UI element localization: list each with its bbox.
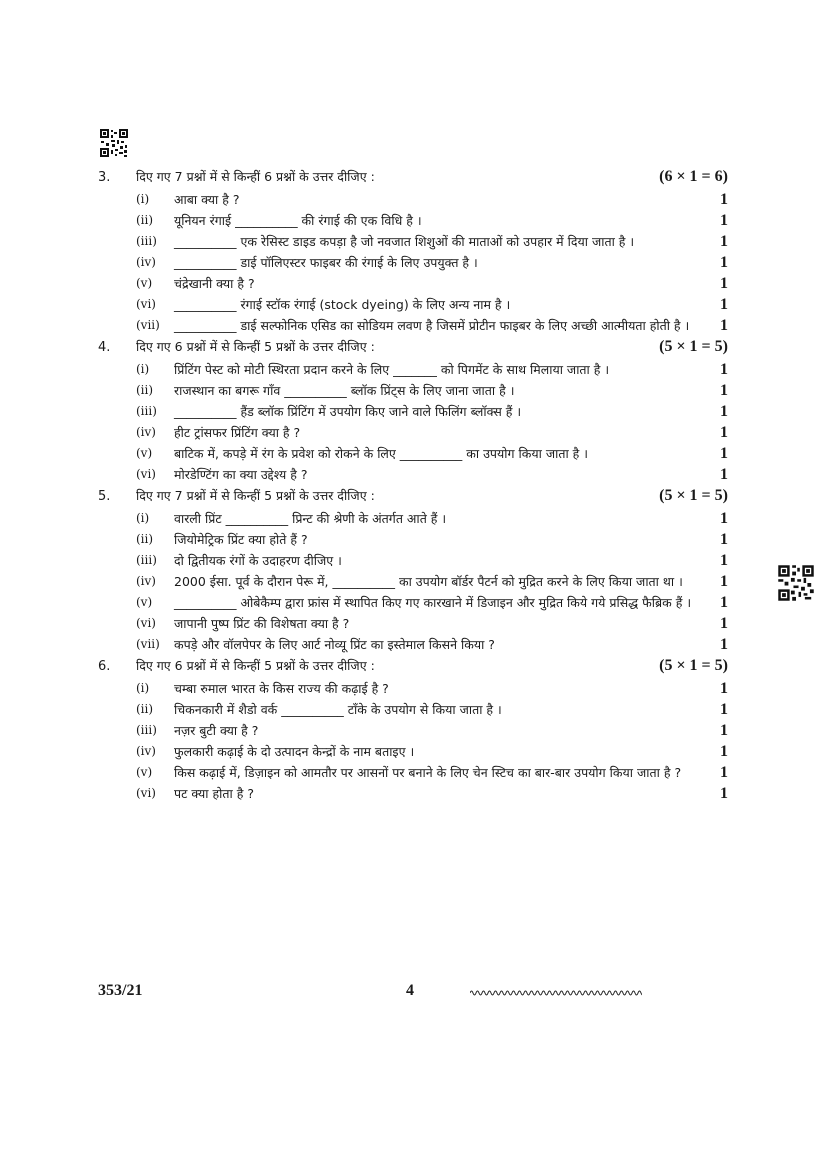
sub-question-text: बाटिक में, कपड़े में रंग के प्रवेश को रोकने के लिए __________ का उपयोग किया जाता है । (174, 446, 589, 461)
sub-question (98, 678, 728, 699)
sub-question-mark: 1 (720, 254, 728, 271)
sub-question-mark: 1 (720, 785, 728, 802)
sub-question (98, 720, 728, 741)
sub-question-text: मोरडेण्टिंग का क्या उद्देश्य है ? (174, 467, 308, 482)
sub-question-number: (iii) (136, 723, 157, 737)
sub-question-text: __________ रंगाई स्टॉक रंगाई (stock dyeing) के लिए अन्य नाम है । (174, 297, 511, 312)
sub-question-mark: 1 (720, 510, 728, 527)
sub-question-mark: 1 (720, 296, 728, 313)
question-header (98, 168, 728, 189)
sub-question-text: राजस्थान का बगरू गाँव __________ ब्लॉक प्रिंट्स के लिए जाना जाता है । (174, 383, 515, 398)
sub-question-number: (iii) (136, 553, 157, 567)
sub-question (98, 273, 728, 294)
sub-question-text: प्रिंटिंग पेस्ट को मोटी स्थिरता प्रदान करने के लिए _______ को पिगमेंट के साथ मिलाया जाता है । (174, 362, 610, 377)
sub-question-number: (i) (136, 362, 150, 376)
sub-question-number: (iv) (136, 574, 156, 588)
sub-question-text: __________ डाई पॉलिएस्टर फाइबर की रंगाई के लिए उपयुक्त है । (174, 255, 478, 270)
sub-question-number: (ii) (136, 213, 154, 227)
sub-question-text: चिकनकारी में शैडो वर्क __________ टाँके के उपयोग से किया जाता है । (174, 702, 502, 717)
sub-question-text: __________ एक रेसिस्ट डाइड कपड़ा है जो नवजात शिशुओं की माताओं को उपहार में दिया जाता है । (174, 234, 635, 249)
sub-question (98, 634, 728, 655)
question-number: 4. (98, 340, 111, 355)
sub-question (98, 699, 728, 720)
question-block (98, 168, 728, 336)
question-number: 6. (98, 659, 111, 674)
sub-question-text: फुलकारी कढ़ाई के दो उत्पादन केन्द्रों के नाम बताइए । (174, 744, 415, 759)
sub-question (98, 529, 728, 550)
sub-question-text: आबा क्या है ? (174, 192, 240, 207)
sub-question-text: हीट ट्रांसफर प्रिंटिंग क्या है ? (174, 425, 301, 440)
sub-question (98, 443, 728, 464)
sub-question-number: (iii) (136, 234, 157, 248)
sub-question-text: __________ हैंड ब्लॉक प्रिंटिंग में उपयोग किए जाने वाले फिलिंग ब्लॉक्स हैं । (174, 404, 522, 419)
sub-question-number: (vi) (136, 297, 156, 311)
question-instruction: दिए गए 7 प्रश्नों में से किन्हीं 6 प्रश्नों के उत्तर दीजिए : (136, 169, 375, 184)
sub-question-mark: 1 (720, 233, 728, 250)
sub-question (98, 464, 728, 485)
sub-question-number: (ii) (136, 702, 154, 716)
question-number: 5. (98, 489, 111, 504)
sub-question (98, 762, 728, 783)
paper-code: 353/21 (98, 982, 143, 999)
sub-question-mark: 1 (720, 403, 728, 420)
sub-question-text: जापानी पुष्प प्रिंट की विशेषता क्या है ? (174, 616, 350, 631)
sub-question-mark: 1 (720, 594, 728, 611)
sub-question-number: (iv) (136, 744, 156, 758)
sub-question-mark: 1 (720, 531, 728, 548)
sub-question (98, 613, 728, 634)
question-block (98, 338, 728, 485)
question-marks: (5 × 1 = 5) (659, 487, 728, 504)
sub-question-mark: 1 (720, 382, 728, 399)
sub-question-text: पट क्या होता है ? (174, 786, 254, 801)
sub-question-number: (vi) (136, 467, 156, 481)
question-marks: (6 × 1 = 6) (659, 168, 728, 185)
sub-question-number: (vii) (136, 318, 160, 332)
sub-question-number: (vii) (136, 637, 160, 651)
question-instruction: दिए गए 7 प्रश्नों में से किन्हीं 5 प्रश्नों के उत्तर दीजिए : (136, 488, 375, 503)
sub-question-mark: 1 (720, 722, 728, 739)
sub-question-number: (i) (136, 681, 150, 695)
sub-question (98, 783, 728, 804)
question-header (98, 487, 728, 508)
sub-question-text: 2000 ईसा. पूर्व के दौरान पेरू में, __________ का उपयोग बॉर्डर पैटर्न को मुद्रित करने के लिए किया जाता था । (174, 574, 683, 589)
sub-question-text: __________ ओबेकैम्प द्वारा फ्रांस में स्थापित किए गए कारखाने में डिजाइन और मुद्रित किये गये प्रसिद्ध फैब्रिक हैं । (174, 595, 692, 610)
sub-question-text: नज़र बुटी क्या है ? (174, 723, 259, 738)
sub-question-number: (v) (136, 595, 153, 609)
sub-question (98, 210, 728, 231)
question-paper-body (98, 168, 728, 806)
sub-question-text: वारली प्रिंट __________ प्रिन्ट की श्रेणी के अंतर्गत आते हैं । (174, 511, 447, 526)
sub-question-mark: 1 (720, 552, 728, 569)
sub-question-mark: 1 (720, 701, 728, 718)
sub-question (98, 741, 728, 762)
qr-code-icon (99, 128, 129, 158)
sub-question-number: (ii) (136, 532, 154, 546)
sub-question-number: (iv) (136, 425, 156, 439)
sub-question-number: (vi) (136, 786, 156, 800)
sub-question (98, 294, 728, 315)
sub-question (98, 571, 728, 592)
sub-question-text: __________ डाई सल्फोनिक एसिड का सोडियम लवण है जिसमें प्रोटीन फाइबर के लिए अच्छी आत्मीयता होती है । (174, 318, 690, 333)
sub-question-mark: 1 (720, 573, 728, 590)
sub-question-number: (iii) (136, 404, 157, 418)
sub-question (98, 401, 728, 422)
question-marks: (5 × 1 = 5) (659, 338, 728, 355)
sub-question-mark: 1 (720, 275, 728, 292)
question-block (98, 487, 728, 655)
sub-question (98, 422, 728, 443)
sub-question-number: (v) (136, 276, 153, 290)
sub-question-text: चंद्रेखानी क्या है ? (174, 276, 255, 291)
sub-question-text: यूनियन रंगाई __________ की रंगाई की एक विधि है । (174, 213, 422, 228)
sub-question-mark: 1 (720, 445, 728, 462)
sub-question-text: किस कढ़ाई में, डिज़ाइन को आमतौर पर आसनों पर बनाने के लिए चेन स्टिच का बार-बार उपयोग किया जाता है ? (174, 765, 682, 780)
sub-question-text: जियोमेट्रिक प्रिंट क्या होते हैं ? (174, 532, 308, 547)
wavy-line-icon (470, 989, 642, 997)
sub-question-number: (iv) (136, 255, 156, 269)
question-instruction: दिए गए 6 प्रश्नों में से किन्हीं 5 प्रश्नों के उत्तर दीजिए : (136, 658, 375, 673)
sub-question-mark: 1 (720, 615, 728, 632)
qr-code-icon (776, 564, 816, 602)
sub-question (98, 508, 728, 529)
page-footer (98, 982, 728, 1004)
sub-question (98, 550, 728, 571)
sub-question (98, 189, 728, 210)
sub-question-mark: 1 (720, 466, 728, 483)
question-number: 3. (98, 170, 111, 185)
sub-question-mark: 1 (720, 636, 728, 653)
sub-question-text: चम्बा रुमाल भारत के किस राज्य की कढ़ाई है ? (174, 681, 389, 696)
sub-question-text: दो द्वितीयक रंगों के उदाहरण दीजिए । (174, 553, 342, 568)
sub-question (98, 359, 728, 380)
sub-question-mark: 1 (720, 743, 728, 760)
question-header (98, 338, 728, 359)
page-number: 4 (406, 982, 414, 999)
sub-question (98, 380, 728, 401)
sub-question-number: (i) (136, 511, 150, 525)
sub-question-number: (v) (136, 765, 153, 779)
sub-question-mark: 1 (720, 191, 728, 208)
sub-question (98, 592, 728, 613)
sub-question (98, 231, 728, 252)
sub-question-number: (vi) (136, 616, 156, 630)
sub-question-mark: 1 (720, 212, 728, 229)
sub-question-mark: 1 (720, 317, 728, 334)
sub-question-text: कपड़े और वॉलपेपर के लिए आर्ट नोव्यू प्रिंट का इस्तेमाल किसने किया ? (174, 637, 495, 652)
sub-question-mark: 1 (720, 764, 728, 781)
question-block (98, 657, 728, 804)
sub-question-number: (i) (136, 192, 150, 206)
sub-question-mark: 1 (720, 680, 728, 697)
sub-question-mark: 1 (720, 361, 728, 378)
sub-question-number: (ii) (136, 383, 154, 397)
sub-question (98, 252, 728, 273)
question-marks: (5 × 1 = 5) (659, 657, 728, 674)
sub-question-mark: 1 (720, 424, 728, 441)
sub-question (98, 315, 728, 336)
sub-question-number: (v) (136, 446, 153, 460)
question-header (98, 657, 728, 678)
question-instruction: दिए गए 6 प्रश्नों में से किन्हीं 5 प्रश्नों के उत्तर दीजिए : (136, 339, 375, 354)
